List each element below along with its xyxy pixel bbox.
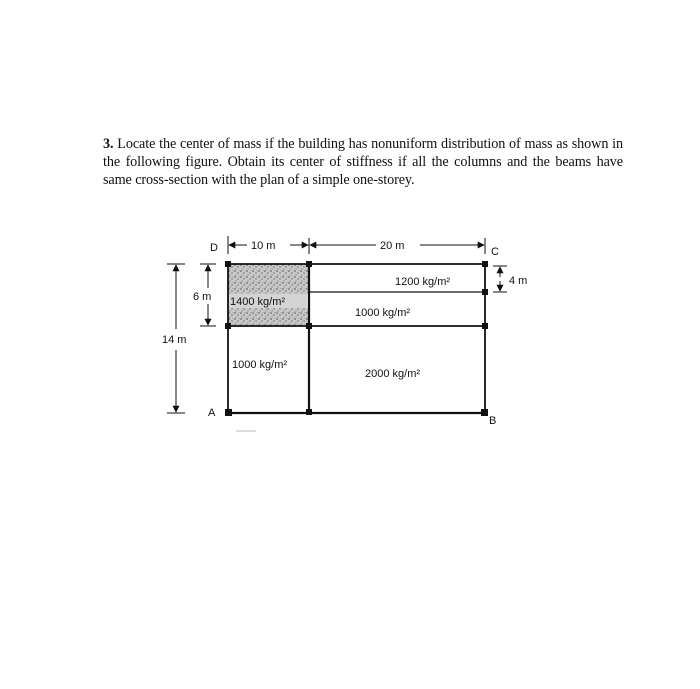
column-left-mid bbox=[225, 323, 231, 329]
column-A bbox=[225, 409, 232, 416]
column-right-upper bbox=[482, 289, 488, 295]
dim-20m-label: 20 m bbox=[380, 240, 405, 252]
dim-4m bbox=[493, 266, 527, 292]
density-top-right-strip: 1200 kg/m² bbox=[395, 276, 451, 288]
problem-number: 3. bbox=[103, 136, 114, 152]
dim-20m bbox=[310, 238, 485, 254]
dim-14m bbox=[162, 264, 186, 413]
column-right-mid bbox=[482, 323, 488, 329]
dim-4m-label: 4 m bbox=[509, 275, 528, 287]
corner-C-label: C bbox=[491, 246, 499, 258]
density-bottom-left: 1000 kg/m² bbox=[232, 359, 288, 371]
column-C bbox=[482, 261, 488, 267]
density-mid-right: 1000 kg/m² bbox=[355, 307, 411, 319]
column-D bbox=[225, 261, 231, 267]
corner-D-label: D bbox=[210, 242, 218, 254]
corner-B-label: B bbox=[489, 415, 497, 427]
column-bottom-mid bbox=[306, 409, 312, 415]
column-B bbox=[481, 409, 488, 416]
corner-A-label: A bbox=[208, 407, 216, 419]
dim-10m-label: 10 m bbox=[251, 240, 276, 252]
column-center bbox=[306, 323, 312, 329]
density-bottom-right: 2000 kg/m² bbox=[365, 368, 421, 380]
column-top-mid bbox=[306, 261, 312, 267]
dim-10m bbox=[228, 236, 309, 254]
dim-6m-label: 6 m bbox=[193, 291, 212, 303]
density-top-left: 1400 kg/m² bbox=[230, 296, 286, 308]
dim-6m bbox=[193, 264, 216, 326]
dim-14m-label: 14 m bbox=[162, 334, 187, 346]
problem-body: Locate the center of mass if the building has nonuniform distribution of mass as shown in the following figure. Obtain its center of stiffness if all the columns and the beams have same cross-section with the plan of a simple one-storey. bbox=[103, 136, 623, 188]
